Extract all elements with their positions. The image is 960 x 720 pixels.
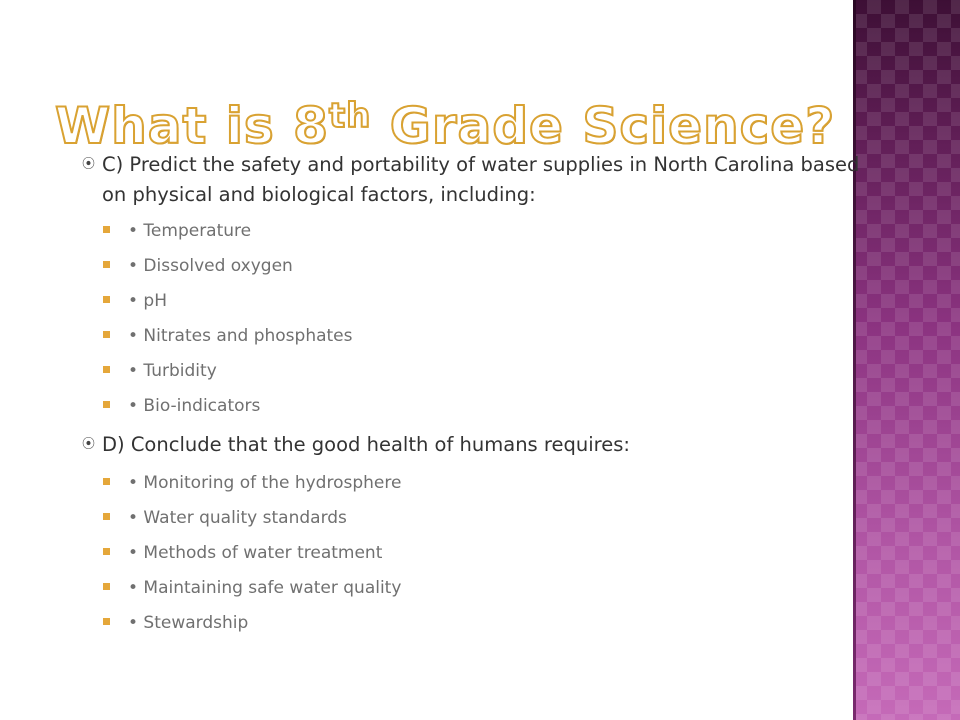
list-item bbox=[80, 466, 860, 501]
square-bullet-icon bbox=[103, 226, 110, 233]
list-item bbox=[80, 284, 860, 319]
square-bullet-icon bbox=[103, 583, 110, 590]
circle-bullet-icon: ⦿ bbox=[82, 437, 96, 452]
section-d bbox=[80, 430, 860, 641]
section-d-list bbox=[80, 466, 860, 641]
list-item bbox=[80, 249, 860, 284]
section-d-heading bbox=[80, 430, 860, 460]
list-item-text: • Water quality standards bbox=[128, 508, 347, 528]
square-bullet-icon bbox=[103, 618, 110, 625]
list-item-text: • Methods of water treatment bbox=[128, 543, 383, 563]
list-item-text: • Temperature bbox=[128, 221, 252, 241]
square-bullet-icon bbox=[103, 366, 110, 373]
title-superscript: th bbox=[328, 96, 372, 136]
square-bullet-icon bbox=[103, 261, 110, 268]
list-item-text: • Dissolved oxygen bbox=[128, 256, 293, 276]
list-item bbox=[80, 501, 860, 536]
square-bullet-icon bbox=[103, 478, 110, 485]
list-item bbox=[80, 571, 860, 606]
section-d-text: D) Conclude that the good health of humans requires: bbox=[102, 433, 630, 456]
title-main: What is 8 bbox=[55, 97, 329, 155]
square-bullet-icon bbox=[103, 331, 110, 338]
list-item-text: • Maintaining safe water quality bbox=[128, 578, 402, 598]
square-bullet-icon bbox=[103, 513, 110, 520]
square-bullet-icon bbox=[103, 548, 110, 555]
list-item bbox=[80, 354, 860, 389]
list-item bbox=[80, 389, 860, 424]
list-item-text: • Stewardship bbox=[128, 613, 249, 633]
title-rest: Grade Science? bbox=[371, 97, 836, 155]
decorative-side-panel bbox=[853, 0, 960, 720]
section-c bbox=[80, 150, 860, 424]
square-bullet-icon bbox=[103, 296, 110, 303]
list-item-text: • Nitrates and phosphates bbox=[128, 326, 353, 346]
section-c-heading bbox=[80, 150, 860, 210]
section-c-list bbox=[80, 214, 860, 424]
list-item-text: • Bio-indicators bbox=[128, 396, 261, 416]
list-item bbox=[80, 214, 860, 249]
list-item bbox=[80, 606, 860, 641]
slide-title bbox=[55, 86, 855, 156]
list-item bbox=[80, 536, 860, 571]
list-item-text: • Turbidity bbox=[128, 361, 217, 381]
list-item-text: • pH bbox=[128, 291, 168, 311]
section-c-text: C) Predict the safety and portability of water supplies in North Carolina based on physical and biological factors, including: bbox=[102, 153, 860, 206]
square-bullet-icon bbox=[103, 401, 110, 408]
slide-content bbox=[80, 150, 860, 641]
list-item bbox=[80, 319, 860, 354]
list-item-text: • Monitoring of the hydrosphere bbox=[128, 473, 402, 493]
circle-bullet-icon: ⦿ bbox=[82, 157, 96, 172]
